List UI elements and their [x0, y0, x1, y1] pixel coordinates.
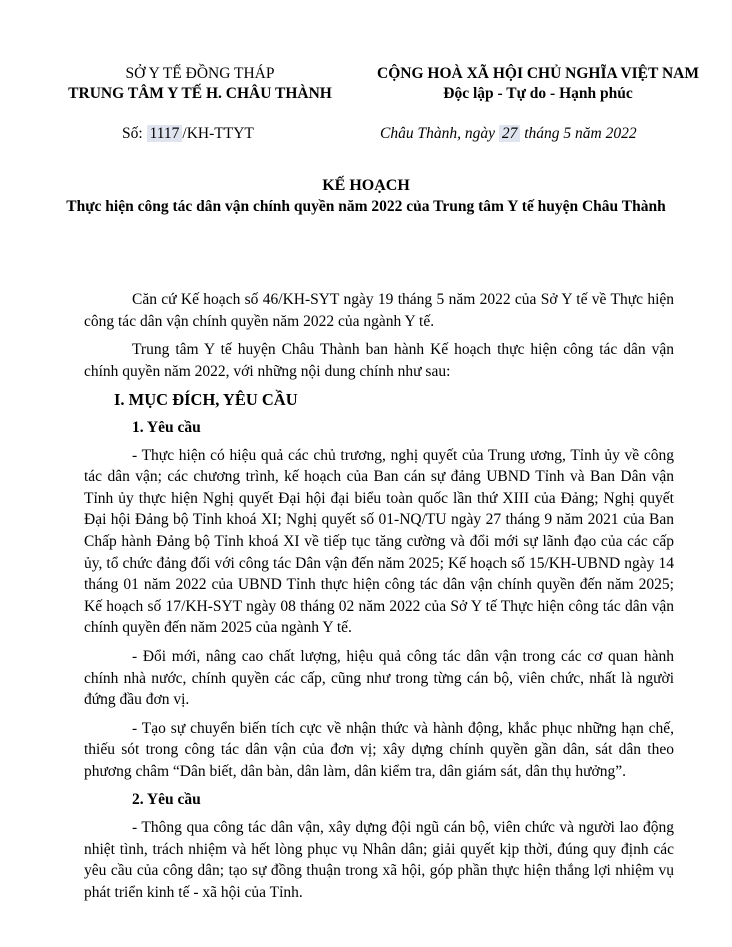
subsection-1-paragraph-2: - Đổi mới, nâng cao chất lượng, hiệu quả công tác dân vận trong các cơ quan hành chính nhà nước, chính quyền các cấp, cũng như trong từng cán bộ, viên chức, nhất là người đứng đầu đơn vị.	[84, 647, 674, 709]
document-body	[84, 289, 674, 910]
country-name: CỘNG HOÀ XÃ HỘI CHỦ NGHĨA VIỆT NAM	[377, 65, 699, 82]
issuing-agency-block	[40, 64, 360, 104]
subsection-1-paragraph-3: - Tạo sự chuyển biến tích cực về nhận thức và hành động, khắc phục những hạn chế, thiếu sót trong công tác dân vận của đơn vị; xây dựng chính quyền gần dân, sát dân theo phương châm “Dân biết, dân bàn, dân làm, dân kiểm tra, dân giám sát, dân thụ hưởng”.	[84, 719, 674, 780]
document-type-title: KẾ HOẠCH	[322, 177, 410, 194]
intro-paragraph-2: Trung tâm Y tế huyện Châu Thành ban hành Kế hoạch thực hiện công tác dân vận chính quyền năm 2022, với những nội dung chính như sau:	[84, 341, 674, 380]
date-day: 27	[499, 125, 521, 142]
section-1-heading: I. MỤC ĐÍCH, YÊU CẦU	[114, 390, 298, 410]
place-prefix: Châu Thành, ngày	[380, 125, 495, 142]
document-title-block	[40, 175, 692, 217]
doc-number-suffix: /KH-TTYT	[182, 125, 254, 142]
subsection-2-heading: 2. Yêu cầu	[132, 791, 201, 809]
doc-number-prefix: Số:	[122, 125, 143, 142]
place-date-line	[380, 124, 637, 144]
national-motto: Độc lập - Tự do - Hạnh phúc	[443, 85, 633, 102]
document-number	[122, 124, 254, 144]
subsection-1-paragraph-1: - Thực hiện có hiệu quả các chủ trương, nghị quyết của Trung ương, Tỉnh ủy về công tác dân vận; các chương trình, kế hoạch của Ban cán sự đảng UBND Tỉnh và Ban Dân vận Tỉnh ủy thực hiện Nghị quyết Đại hội đại biểu toàn quốc lần thứ XIII của Đảng; Nghị quyết Đại hội Đảng bộ Tỉnh khoá XI; Nghị quyết số 01-NQ/TU ngày 27 tháng 9 năm 2021 của Ban Chấp hành Đảng bộ Tỉnh khoá XI về tiếp tục tăng cường và đổi mới sự lãnh đạo của các cấp ủy, tổ chức đảng đối với công tác Dân vận đến năm 2025; Kế hoạch số 15/KH-UBND ngày 14 tháng 01 năm 2022 của UBND Tỉnh thực hiện công tác dân vận chính quyền đến năm 2025; Kế hoạch số 17/KH-SYT ngày 08 tháng 02 năm 2022 của Sở Y tế Thực hiện công tác dân vận chính quyền đến năm 2025 của ngành Y tế.	[84, 446, 674, 637]
organization-name: TRUNG TÂM Y TẾ H. CHÂU THÀNH	[68, 85, 332, 102]
intro-paragraph-1: Căn cứ Kế hoạch số 46/KH-SYT ngày 19 tháng 5 năm 2022 của Sở Y tế về Thực hiện công tác dân vận chính quyền năm 2022 của ngành Y tế.	[84, 291, 674, 330]
national-title-block	[352, 64, 724, 104]
subsection-2-paragraph-1: - Thông qua công tác dân vận, xây dựng đội ngũ cán bộ, viên chức và người lao động nhiệt tình, trách nhiệm và hết lòng phục vụ Nhân dân; giải quyết kịp thời, đúng quy định các yêu cầu của công dân; tạo sự đồng thuận trong xã hội, góp phần thực hiện thắng lợi nhiệm vụ phát triển kinh tế - xã hội của Tỉnh.	[84, 819, 674, 901]
doc-number-value: 1117	[147, 125, 183, 142]
document-subject: Thực hiện công tác dân vận chính quyền năm 2022 của Trung tâm Y tế huyện Châu Thành	[66, 198, 666, 215]
date-rest: tháng 5 năm 2022	[524, 125, 637, 142]
department-name: SỞ Y TẾ ĐỒNG THÁP	[125, 65, 275, 82]
subsection-1-heading: 1. Yêu cầu	[132, 418, 201, 436]
